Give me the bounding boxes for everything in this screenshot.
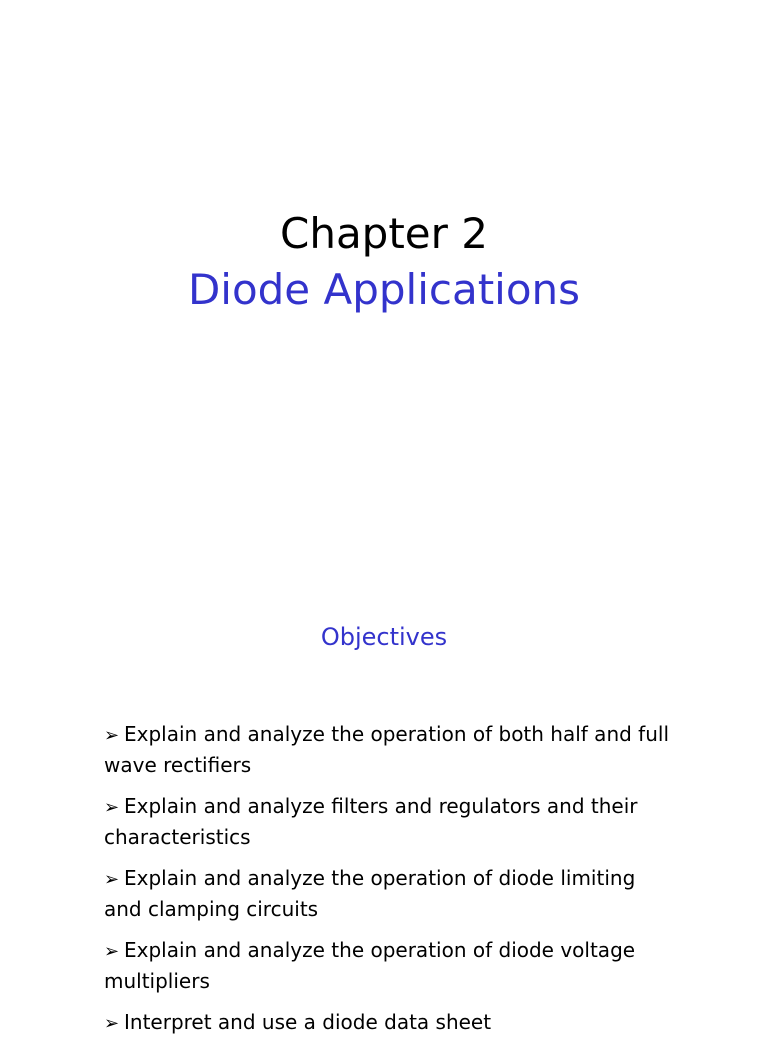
objectives-list bbox=[104, 720, 674, 1052]
arrow-bullet-icon: ➢ bbox=[104, 797, 120, 818]
objective-text: Explain and analyze the operation of both half and full wave rectifiers bbox=[104, 722, 669, 777]
arrow-bullet-icon: ➢ bbox=[104, 1013, 120, 1034]
objective-text: Explain and analyze the operation of diode voltage multipliers bbox=[104, 938, 636, 993]
arrow-bullet-icon: ➢ bbox=[104, 941, 120, 962]
chapter-subtitle: Diode Applications bbox=[187, 265, 581, 314]
objective-text: Explain and analyze filters and regulators and their characteristics bbox=[104, 794, 638, 849]
chapter-title: Chapter 2 bbox=[280, 209, 488, 258]
objectives-heading: Objectives bbox=[320, 623, 448, 651]
objective-text: Interpret and use a diode data sheet bbox=[124, 1010, 492, 1034]
objective-item bbox=[104, 792, 674, 851]
arrow-bullet-icon: ➢ bbox=[104, 725, 120, 746]
arrow-bullet-icon: ➢ bbox=[104, 869, 120, 890]
objective-text: Explain and analyze the operation of diode limiting and clamping circuits bbox=[104, 866, 636, 921]
objective-item bbox=[104, 1008, 674, 1039]
objective-item bbox=[104, 936, 674, 995]
objectives-slide bbox=[0, 560, 768, 1034]
objective-item bbox=[104, 864, 674, 923]
objective-item bbox=[104, 720, 674, 779]
